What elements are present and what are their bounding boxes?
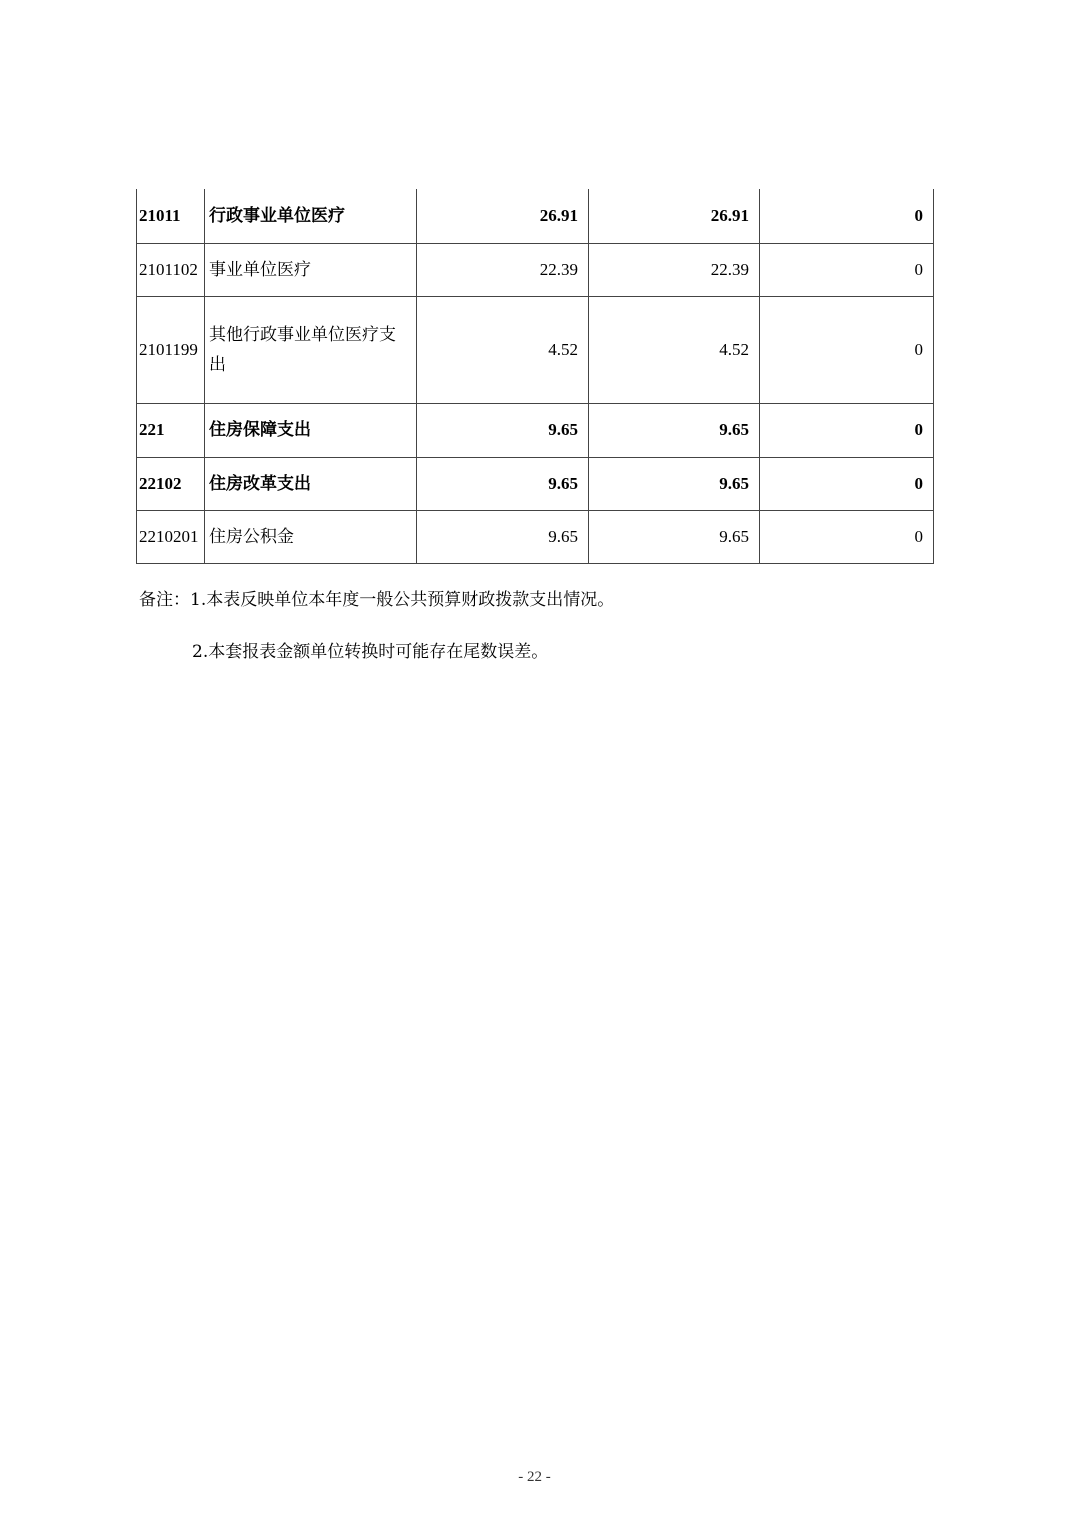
row-value-1: 4.52 [417, 296, 589, 403]
row-code: 22102 [137, 457, 205, 510]
row-name: 其他行政事业单位医疗支出 [205, 296, 417, 403]
row-name: 住房保障支出 [205, 403, 417, 457]
row-name: 行政事业单位医疗 [205, 189, 417, 243]
row-value-2: 9.65 [589, 403, 760, 457]
row-value-1: 9.65 [417, 457, 589, 510]
row-name: 住房公积金 [205, 510, 417, 563]
row-code: 2101199 [137, 296, 205, 403]
row-value-2: 9.65 [589, 510, 760, 563]
row-value-1: 26.91 [417, 189, 589, 243]
row-code: 2101102 [137, 243, 205, 296]
row-value-2: 22.39 [589, 243, 760, 296]
table-row [137, 243, 934, 296]
table-row [137, 403, 934, 457]
row-code: 21011 [137, 189, 205, 243]
notes-section [139, 587, 614, 665]
row-value-1: 22.39 [417, 243, 589, 296]
table-row [137, 296, 934, 403]
note-line-1: 备注：1.本表反映单位本年度一般公共预算财政拨款支出情况。 [139, 590, 615, 610]
row-code: 221 [137, 403, 205, 457]
row-value-3: 0 [760, 510, 934, 563]
table-row [137, 510, 934, 563]
row-value-1: 9.65 [417, 510, 589, 563]
row-value-1: 9.65 [417, 403, 589, 457]
row-value-3: 0 [760, 296, 934, 403]
table-row [137, 189, 934, 243]
row-value-3: 0 [760, 243, 934, 296]
note-line-2: 2.本套报表金额单位转换时可能存在尾数误差。 [192, 642, 549, 662]
budget-table [136, 189, 934, 564]
table-row [137, 457, 934, 510]
row-value-2: 26.91 [589, 189, 760, 243]
row-value-2: 9.65 [589, 457, 760, 510]
page-number: - 22 - [518, 1469, 551, 1485]
row-value-2: 4.52 [589, 296, 760, 403]
row-name: 事业单位医疗 [205, 243, 417, 296]
row-value-3: 0 [760, 457, 934, 510]
row-code: 2210201 [137, 510, 205, 563]
row-value-3: 0 [760, 403, 934, 457]
row-name: 住房改革支出 [205, 457, 417, 510]
row-value-3: 0 [760, 189, 934, 243]
